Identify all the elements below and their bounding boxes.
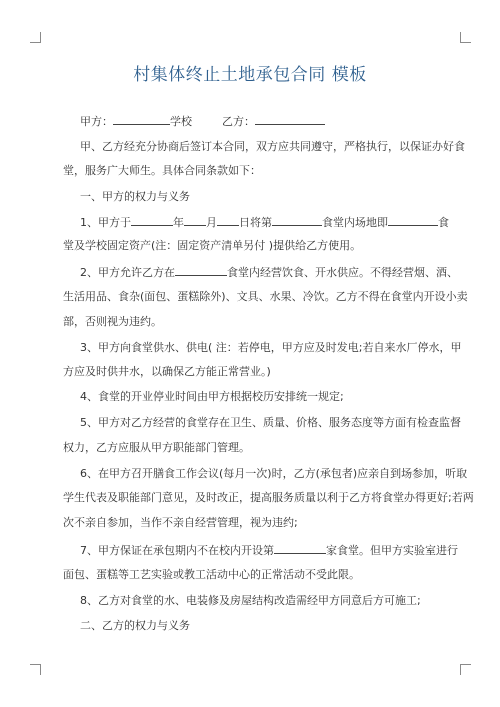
item-1-text-e: 食堂内场地即 bbox=[322, 216, 388, 229]
item-1-blank-month bbox=[184, 214, 206, 226]
item-1-text-b: 年 bbox=[173, 216, 184, 229]
item-1-line-2: 堂及学校固定资产(注：固定资产清单另付 )提供给乙方使用。 bbox=[63, 239, 362, 252]
item-1-line-1 bbox=[80, 214, 460, 231]
item-6-line-3: 次不亲自参加，当作不亲自经营管理，视为违约; bbox=[63, 516, 298, 529]
item-1-text-f: 食 bbox=[438, 216, 449, 229]
item-3-line-2: 方应及时供井水，以确保乙方能正常营业。) bbox=[63, 365, 271, 378]
item-5-line-1: 5、甲方对乙方经营的食堂存在卫生、质量、价格、服务态度等方面有检查监督 bbox=[80, 416, 461, 429]
item-3-line-1: 3、甲方向食堂供水、供电( 注：若停电，甲方应及时发电;若自来水厂停水，甲 bbox=[80, 341, 462, 354]
item-2-line-3: 部，否则视为违约。 bbox=[63, 315, 162, 328]
party-line bbox=[80, 113, 460, 130]
document-title: 村集体终止土地承包合同 模板 bbox=[133, 65, 367, 85]
item-2-text-b: 食堂内经营饮食、开水供应。不得经营烟、酒、 bbox=[227, 266, 458, 279]
section-1-heading: 一、甲方的权力与义务 bbox=[80, 190, 190, 203]
item-1-blank-site bbox=[388, 214, 438, 226]
party-a-label: 甲方： bbox=[80, 115, 113, 128]
item-1-text-d: 日将第 bbox=[239, 216, 272, 229]
item-2-line-2: 生活用品、食杂(面包、蛋糕除外)、文具、水果、冷饮。乙方不得在食堂内开设小卖 bbox=[63, 290, 468, 303]
item-5-line-2: 权力，乙方应服从甲方职能部门管理。 bbox=[63, 441, 250, 454]
item-1-blank-year bbox=[131, 214, 173, 226]
item-7-line-1 bbox=[80, 542, 460, 559]
crop-mark-top-left bbox=[30, 32, 41, 43]
item-7-text-a: 7、甲方保证在承包期内不在校内开设第 bbox=[80, 544, 274, 557]
item-2-line-1 bbox=[80, 264, 460, 281]
item-1-text-a: 1、甲方于 bbox=[80, 216, 131, 229]
item-7-text-b: 家食堂。但甲方实验室进行 bbox=[326, 544, 458, 557]
crop-mark-bottom-right bbox=[460, 664, 471, 675]
item-1-text-c: 月 bbox=[206, 216, 217, 229]
party-b-blank bbox=[255, 113, 325, 125]
item-2-blank-canteen bbox=[175, 264, 227, 276]
party-b-label: 乙方： bbox=[222, 115, 255, 128]
item-7-line-2: 面包、蛋糕等工艺实验或教工活动中心的正常活动不受此限。 bbox=[63, 568, 360, 581]
item-8: 8、乙方对食堂的水、电装修及房屋结构改造需经甲方同意后方可施工; bbox=[80, 594, 421, 607]
crop-mark-top-right bbox=[460, 32, 471, 43]
intro-line-1: 甲、乙方经充分协商后签订本合同，双方应共同遵守，严格执行，以保证办好食 bbox=[80, 140, 465, 153]
item-2-text-a: 2、甲方允许乙方在 bbox=[80, 266, 175, 279]
party-a-blank bbox=[113, 113, 170, 125]
item-6-line-1: 6、在甲方召开膳食工作会议(每月一次)时，乙方(承包者)应亲自到场参加，听取 bbox=[80, 467, 468, 480]
item-7-blank-count bbox=[274, 542, 326, 554]
party-a-suffix: 学校 bbox=[170, 115, 192, 128]
item-1-blank-canteen bbox=[272, 214, 322, 226]
section-2-heading: 二、乙方的权力与义务 bbox=[80, 619, 190, 632]
crop-mark-bottom-left bbox=[30, 664, 41, 675]
item-6-line-2: 学生代表及职能部门意见，及时改正，提高服务质量以利于乙方将食堂办得更好;若两 bbox=[63, 491, 474, 504]
item-4: 4、食堂的开业停业时间由甲方根据校历安排统一规定; bbox=[80, 390, 344, 403]
intro-line-2: 堂，服务广大师生。具体合同条款如下： bbox=[63, 164, 261, 177]
item-1-blank-day bbox=[217, 214, 239, 226]
